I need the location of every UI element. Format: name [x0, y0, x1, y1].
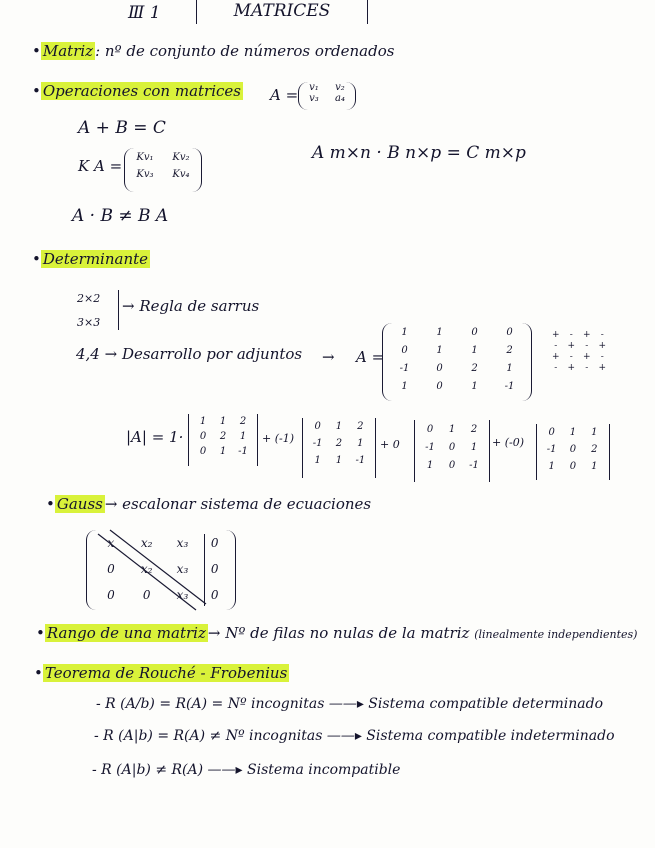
- minor-cell: 0: [314, 421, 321, 432]
- rouche-label: Teorema de Rouché - Frobenius: [44, 664, 288, 682]
- gauss-label: Gauss: [56, 495, 103, 513]
- bullet: •: [46, 495, 55, 513]
- matrix-cell: 0: [506, 327, 513, 338]
- rango-note: (linealmente independientes): [474, 628, 638, 641]
- bullet: •: [36, 624, 45, 642]
- matrix-a-lhs: A =: [270, 86, 299, 104]
- matrix-cell: 0: [210, 588, 219, 602]
- matrix-cell: Kv₂: [172, 152, 190, 163]
- matrix-cell: 1: [401, 381, 408, 392]
- minor-cell: 2: [357, 421, 364, 432]
- matrix-cell: 0: [471, 327, 478, 338]
- noncommutative-rule: A · B ≠ B A: [72, 206, 169, 226]
- minor-cell: 0: [569, 461, 577, 472]
- minor-cell: -1: [355, 455, 366, 466]
- determinante-label: Determinante: [42, 250, 149, 268]
- bullet: •: [32, 42, 41, 60]
- matrix-cell: 2: [506, 345, 513, 356]
- matrix-cell: 1: [436, 327, 443, 338]
- minor-cell: -1: [546, 444, 557, 455]
- matrix-cell: x₃: [176, 562, 189, 576]
- matrix-cell: x₂: [140, 536, 153, 550]
- matrix-cell: 1: [471, 345, 478, 356]
- minor-cell: 0: [548, 427, 555, 438]
- matrix-cell: 1: [436, 345, 443, 356]
- rango-label: Rango de una matriz: [46, 624, 206, 642]
- page-title-text: MATRICES: [233, 1, 331, 21]
- minor-cell: 2: [239, 416, 247, 427]
- minor-cell: 2: [591, 444, 598, 455]
- minor-cell: 1: [239, 431, 247, 442]
- expansion-lhs: |A| = 1·: [126, 428, 184, 446]
- matrix-cell: 0: [210, 562, 219, 576]
- minor-cell: 0: [569, 444, 577, 455]
- matrix-cell: x₃: [176, 588, 189, 602]
- minor-cell: 1: [219, 446, 227, 457]
- sign-cell: +: [582, 352, 591, 362]
- matrix-cell: v₁: [309, 82, 319, 93]
- matrix-cell: 0: [436, 363, 443, 374]
- minor-cell: 1: [470, 442, 478, 453]
- matrix-cell: v₂: [335, 82, 345, 93]
- ka-lhs: K A =: [78, 157, 123, 175]
- matrix-cell: Kv₄: [172, 169, 190, 180]
- rouche-heading: [34, 664, 289, 682]
- minor-cell: 1: [426, 460, 434, 471]
- matrix-cell: 0: [210, 536, 219, 550]
- matrix-cell: -1: [504, 381, 515, 392]
- gauss-definition: → escalonar sistema de ecuaciones: [104, 495, 372, 513]
- bullet: •: [32, 82, 41, 100]
- matrix-cell: 0: [107, 562, 115, 576]
- term-3-coef: + 0: [380, 438, 400, 451]
- rango-heading: [36, 624, 637, 642]
- matrix-cell: 0: [142, 588, 151, 602]
- matrix-cell: 1: [506, 363, 513, 374]
- case-2x2: 2×2: [77, 292, 101, 305]
- minor-cell: 1: [448, 424, 456, 435]
- matrix-cell: -1: [399, 363, 410, 374]
- minor-cell: 1: [591, 461, 598, 472]
- rouche-case-3: - R (A|b) ≠ R(A) ——▸ Sistema incompatible: [92, 762, 401, 778]
- minor-cell: 1: [357, 438, 364, 449]
- minor-cell: -1: [469, 460, 479, 471]
- minor-cell: 2: [470, 424, 478, 435]
- bullet: •: [32, 250, 41, 268]
- matrix-cell: Kv₁: [136, 152, 154, 163]
- sign-cell: +: [598, 341, 607, 351]
- rango-definition: → Nº de filas no nulas de la matriz: [207, 624, 470, 642]
- minor-cell: 1: [335, 421, 343, 432]
- sign-cell: -: [600, 352, 604, 362]
- minor-cell: 1: [569, 427, 577, 438]
- sign-cell: +: [551, 330, 560, 340]
- operaciones-label: Operaciones con matrices: [42, 82, 241, 100]
- arrow: →: [322, 348, 335, 366]
- dimension-rule: A m×n · B n×p = C m×p: [312, 143, 526, 163]
- minor-cell: -1: [425, 442, 435, 453]
- matrix-cell: 0: [401, 345, 408, 356]
- minor-cell: 1: [219, 416, 227, 427]
- minor-cell: 0: [448, 460, 456, 471]
- minor-cell: 2: [219, 431, 227, 442]
- sign-cell: -: [585, 363, 589, 373]
- matrix-cell: Kv₃: [136, 169, 154, 180]
- minor-cell: 0: [426, 424, 434, 435]
- matriz-label: Matriz: [42, 42, 94, 60]
- matrix-cell: x₂: [140, 562, 153, 576]
- sign-cell: -: [569, 330, 573, 340]
- matrix-cell: 1: [401, 327, 408, 338]
- sign-cell: +: [567, 363, 576, 373]
- minor-cell: 1: [335, 455, 343, 466]
- sign-cell: +: [582, 330, 591, 340]
- matrix-cell: 1: [471, 381, 478, 392]
- matrix-cell: 2: [471, 363, 478, 374]
- rouche-case-2: - R (A|b) = R(A) ≠ Nº incognitas ——▸ Sistema compatible indeterminado: [94, 728, 615, 744]
- case-3x3: 3×3: [77, 316, 101, 329]
- matrix-cell: x: [107, 536, 115, 550]
- sign-cell: +: [567, 341, 576, 351]
- section-number: Ⅲ 1: [128, 3, 161, 23]
- sign-cell: -: [600, 330, 604, 340]
- adjuntos-rule: 4,4 → Desarrollo por adjuntos: [76, 345, 303, 363]
- sign-cell: -: [554, 363, 558, 373]
- matrix-cell: v₃: [309, 93, 319, 104]
- minor-cell: 0: [448, 442, 456, 453]
- minor-cell: 1: [591, 427, 598, 438]
- minor-cell: 0: [199, 446, 207, 457]
- rouche-case-1: - R (A/b) = R(A) = Nº incognitas ——▸ Sistema compatible determinado: [96, 696, 604, 712]
- minor-cell: 2: [335, 438, 343, 449]
- matrix-cell: 0: [436, 381, 443, 392]
- matrix-cell: x₃: [176, 536, 189, 550]
- sarrus-rule: → Regla de sarrus: [122, 297, 260, 315]
- sign-cell: +: [598, 363, 607, 373]
- matrix-cell: a₄: [335, 93, 345, 104]
- sign-cell: -: [585, 341, 589, 351]
- sum-equation: A + B = C: [78, 118, 166, 138]
- minor-cell: 1: [199, 416, 207, 427]
- minor-cell: 0: [199, 431, 207, 442]
- sign-cell: -: [554, 341, 558, 351]
- bullet: •: [34, 664, 43, 682]
- term-2-coef: + (-1): [262, 432, 295, 445]
- minor-cell: -1: [238, 446, 248, 457]
- matrix-cell: 0: [107, 588, 115, 602]
- sign-cell: -: [569, 352, 573, 362]
- sign-cell: +: [551, 352, 560, 362]
- matrix-4x4-lhs: A =: [356, 348, 385, 366]
- matriz-definition: : nº de conjunto de números ordenados: [95, 42, 395, 60]
- minor-cell: 1: [548, 461, 555, 472]
- minor-cell: 1: [314, 455, 321, 466]
- term-4-coef: + (-0): [492, 436, 525, 449]
- minor-cell: -1: [312, 438, 323, 449]
